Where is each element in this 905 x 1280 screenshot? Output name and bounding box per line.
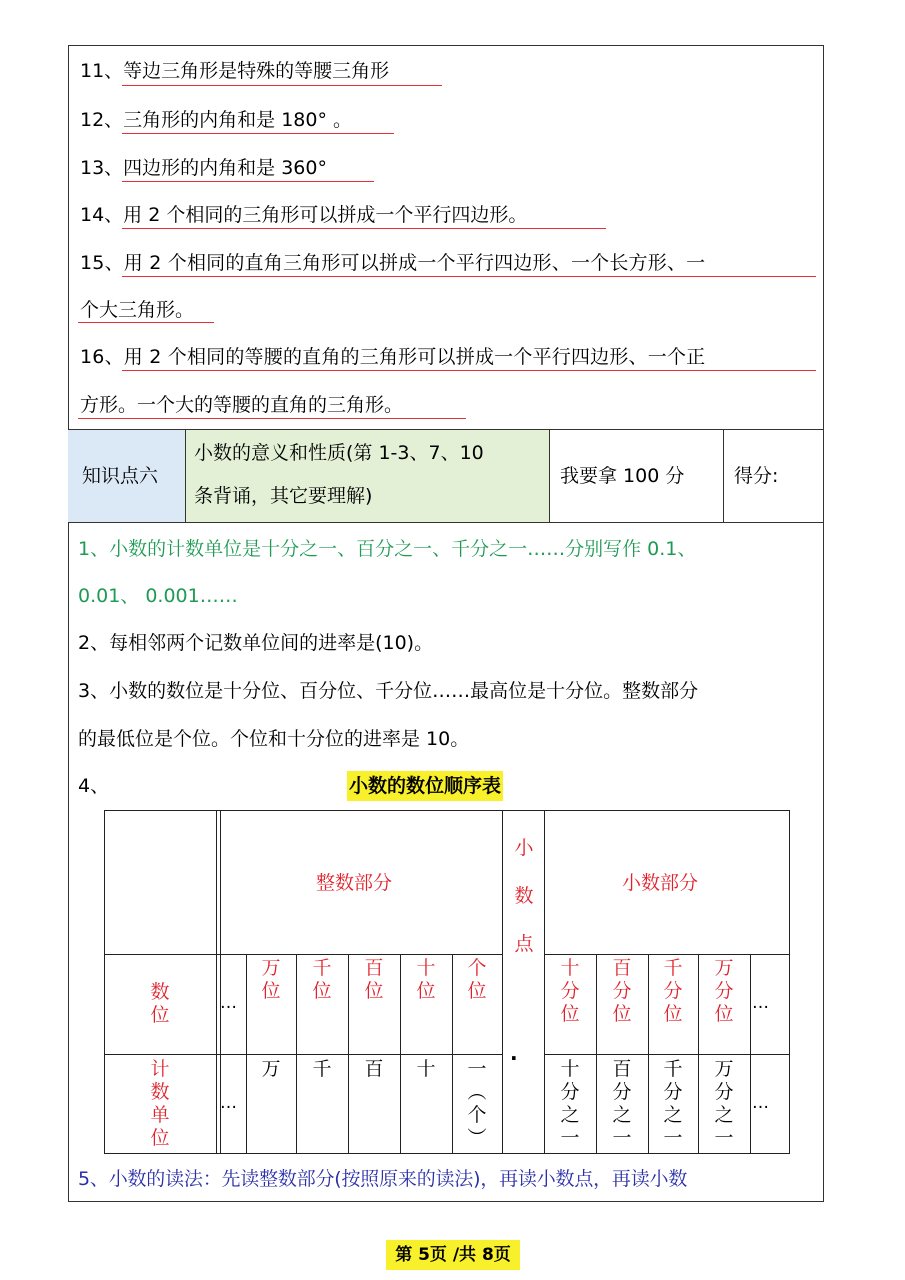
item-16-line2: 方形。一个大的等腰的直角的三角形。 <box>80 394 404 416</box>
item-3-line1: 3、小数的数位是十分位、百分位、千分位……最高位是十分位。整数部分 <box>78 680 699 702</box>
unit-shi: 十 <box>416 1058 436 1080</box>
item-1-line2: 0.01、 0.001…… <box>78 585 238 607</box>
place-thousandths: 千 分 位 <box>663 957 683 1025</box>
header-topic-line2: 条背诵，其它要理解) <box>194 485 373 507</box>
item-14: 14、用 2 个相同的三角形可以拼成一个平行四边形。 <box>80 204 528 226</box>
underline <box>78 322 214 323</box>
item-5: 5、小数的读法：先读整数部分(按照原来的读法)，再读小数点，再读小数 <box>78 1168 688 1190</box>
ellipsis-left: … <box>220 993 237 1013</box>
place-tenths: 十 分 位 <box>560 957 580 1025</box>
item-12: 12、三角形的内角和是 180° 。 <box>80 109 353 131</box>
grid-line <box>104 1054 502 1055</box>
underline <box>122 85 442 86</box>
ellipsis-left: … <box>220 1093 237 1113</box>
decimal-point-dot: . <box>510 1041 518 1065</box>
unit-one-hundredth: 百 分 之 一 <box>612 1058 632 1149</box>
grid-line <box>544 810 545 1154</box>
header-goal-cell <box>550 430 724 523</box>
grid-line <box>216 810 217 1154</box>
unit-qian: 千 <box>312 1058 332 1080</box>
place-ge: 个 位 <box>467 957 487 1002</box>
place-value-table <box>104 810 790 1154</box>
item-11: 11、等边三角形是特殊的等腰三角形 <box>80 60 390 82</box>
ellipsis-right: … <box>752 1093 769 1113</box>
decimal-point-label: 小 数 点 <box>514 837 534 955</box>
decimal-part-label: 小数部分 <box>622 872 699 894</box>
place-qian: 千 位 <box>312 957 332 1002</box>
item-3-line2: 的最低位是个位。个位和十分位的进率是 10。 <box>78 728 470 750</box>
header-topic-line1: 小数的意义和性质(第 1-3、7、10 <box>194 442 484 464</box>
underline <box>78 418 466 419</box>
item-15-line2: 个大三角形。 <box>80 299 195 321</box>
underline <box>122 181 374 182</box>
header-goal: 我要拿 100 分 <box>560 465 685 487</box>
place-bai: 百 位 <box>364 957 384 1002</box>
item-4-number: 4、 <box>78 775 110 797</box>
item-16-line1: 16、用 2 个相同的等腰的直角的三角形可以拼成一个平行四边形、一个正 <box>80 346 706 368</box>
unit-one-tenth: 十 分 之 一 <box>560 1058 580 1149</box>
unit-wan: 万 <box>261 1058 281 1080</box>
unit-one-ten-thousandth: 万 分 之 一 <box>714 1058 734 1149</box>
item-15-line1: 15、用 2 个相同的直角三角形可以拼成一个平行四边形、一个长方形、一 <box>80 252 706 274</box>
unit-yi-ge: 一 ︵ 个 ︶ <box>467 1058 487 1149</box>
ellipsis-right: … <box>752 993 769 1013</box>
place-wan: 万 位 <box>261 957 281 1002</box>
header-score-cell <box>724 430 824 523</box>
row-label-places: 数 位 <box>150 981 170 1026</box>
grid-line <box>544 954 790 955</box>
table-title: 小数的数位顺序表 <box>347 771 503 801</box>
header-section: 知识点六 <box>82 465 159 487</box>
unit-one-thousandth: 千 分 之 一 <box>663 1058 683 1149</box>
item-2: 2、每相邻两个记数单位间的进率是(10)。 <box>78 632 434 654</box>
place-hundredths: 百 分 位 <box>612 957 632 1025</box>
grid-line <box>502 810 503 1154</box>
page-number: 第 5页 /共 8页 <box>386 1240 520 1270</box>
item-1-line1: 1、小数的计数单位是十分之一、百分之一、千分之一……分别写作 0.1、 <box>78 538 697 560</box>
grid-line <box>104 954 502 955</box>
place-shi: 十 位 <box>416 957 436 1002</box>
divider <box>68 522 824 523</box>
grid-line <box>544 1054 790 1055</box>
integer-part-label: 整数部分 <box>316 872 393 894</box>
header-section-cell <box>68 430 186 523</box>
underline <box>122 133 394 134</box>
unit-bai: 百 <box>364 1058 384 1080</box>
header-score: 得分: <box>734 465 779 487</box>
place-ten-thousandths: 万 分 位 <box>714 957 734 1025</box>
underline <box>122 276 816 277</box>
row-label-units: 计 数 单 位 <box>150 1058 170 1149</box>
underline <box>122 370 816 371</box>
header-topic-cell <box>186 430 550 523</box>
item-13: 13、四边形的内角和是 360° <box>80 157 327 179</box>
underline <box>122 228 606 229</box>
